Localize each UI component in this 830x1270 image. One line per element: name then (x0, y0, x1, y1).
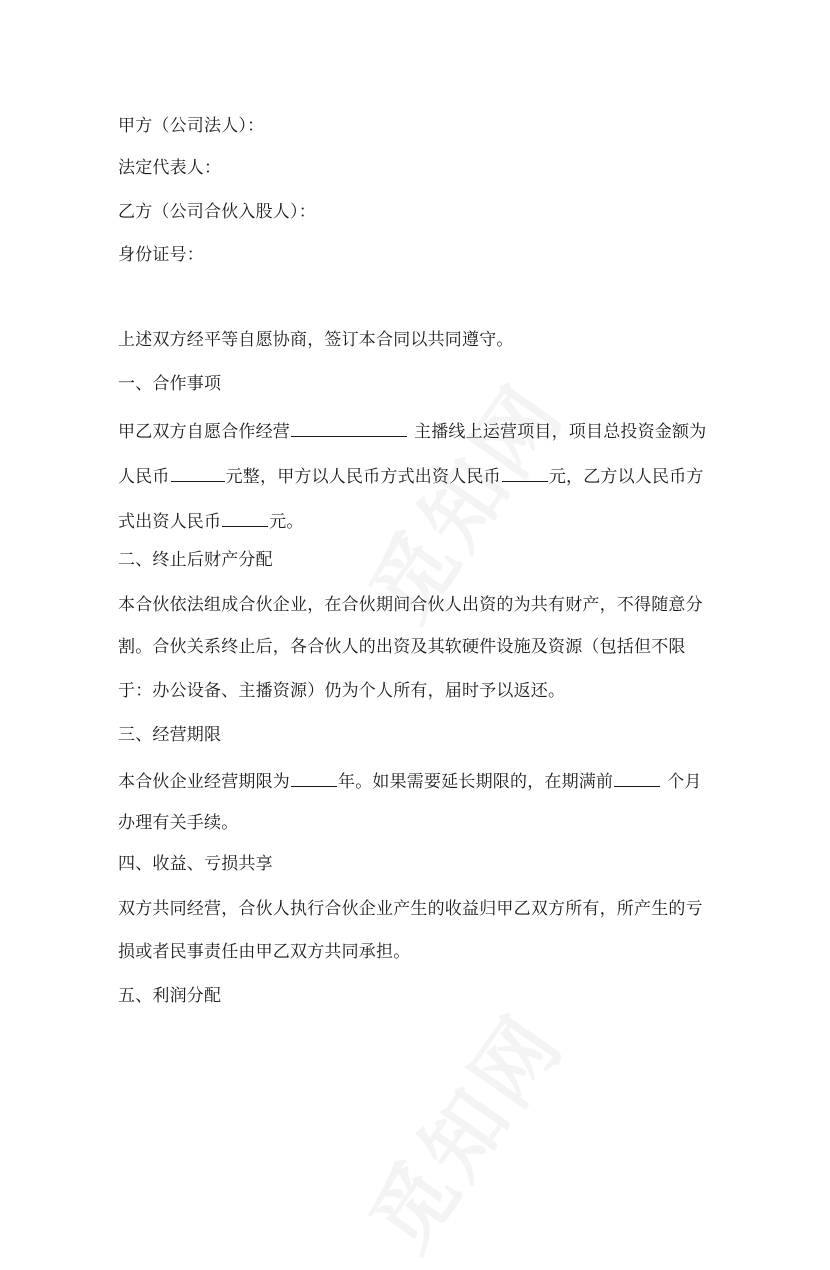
blank-years (291, 768, 337, 787)
party-b-label: 乙方（公司合伙入股人）： (118, 202, 316, 222)
blank-project (291, 418, 407, 437)
section-3-line-2: 办理有关手续。 (118, 813, 239, 833)
text: 个月 (667, 772, 702, 792)
legal-rep-label: 法定代表人： (118, 158, 222, 178)
blank-party-b-amount (222, 508, 268, 527)
section-3-title: 三、经营期限 (118, 725, 222, 745)
section-1-line-1 (118, 418, 706, 444)
section-4-line-1: 双方共同经营，合伙人执行合伙企业产生的收益归甲乙双方所有，所产生的亏 (118, 899, 703, 919)
text: 人民币 (118, 467, 170, 487)
text: 式出资人民币 (118, 512, 222, 532)
text: 年。如果需要延长期限的，在期满前 (338, 772, 614, 792)
section-1-title: 一、合作事项 (118, 374, 222, 394)
blank-months (614, 768, 660, 787)
section-1-line-2 (118, 463, 704, 489)
party-a-label: 甲方（公司法人）： (118, 116, 265, 136)
id-number-label: 身份证号： (118, 245, 204, 265)
section-2-title: 二、终止后财产分配 (118, 550, 273, 570)
text: 元整，甲方以人民币方式出资人民币 (225, 467, 501, 487)
section-1-line-3 (118, 508, 304, 534)
section-2-line-1: 本合伙依法组成合伙企业，在合伙期间合伙人出资的为共有财产，不得随意分 (118, 595, 703, 615)
blank-total-amount (171, 463, 225, 482)
text: 元。 (269, 512, 304, 532)
section-2-line-2: 割。合伙关系终止后，各合伙人的出资及其软硬件设施及资源（包括但不限 (118, 637, 686, 657)
section-3-line-1 (118, 768, 702, 794)
text: 本合伙企业经营期限为 (118, 772, 290, 792)
text: 元，乙方以人民币方 (548, 467, 704, 487)
section-5-title: 五、利润分配 (118, 986, 222, 1006)
blank-party-a-amount (502, 463, 548, 482)
section-2-line-3: 于：办公设备、主播资源）仍为个人所有，届时予以返还。 (118, 681, 566, 701)
text: 主播线上运营项目，项目总投资金额为 (414, 422, 707, 442)
text: 甲乙双方自愿合作经营 (118, 422, 290, 442)
watermark (338, 987, 585, 1270)
preamble: 上述双方经平等自愿协商，签订本合同以共同遵守。 (118, 330, 514, 350)
section-4-line-2: 损或者民事责任由甲乙双方共同承担。 (118, 942, 411, 962)
section-4-title: 四、收益、亏损共享 (118, 854, 273, 874)
